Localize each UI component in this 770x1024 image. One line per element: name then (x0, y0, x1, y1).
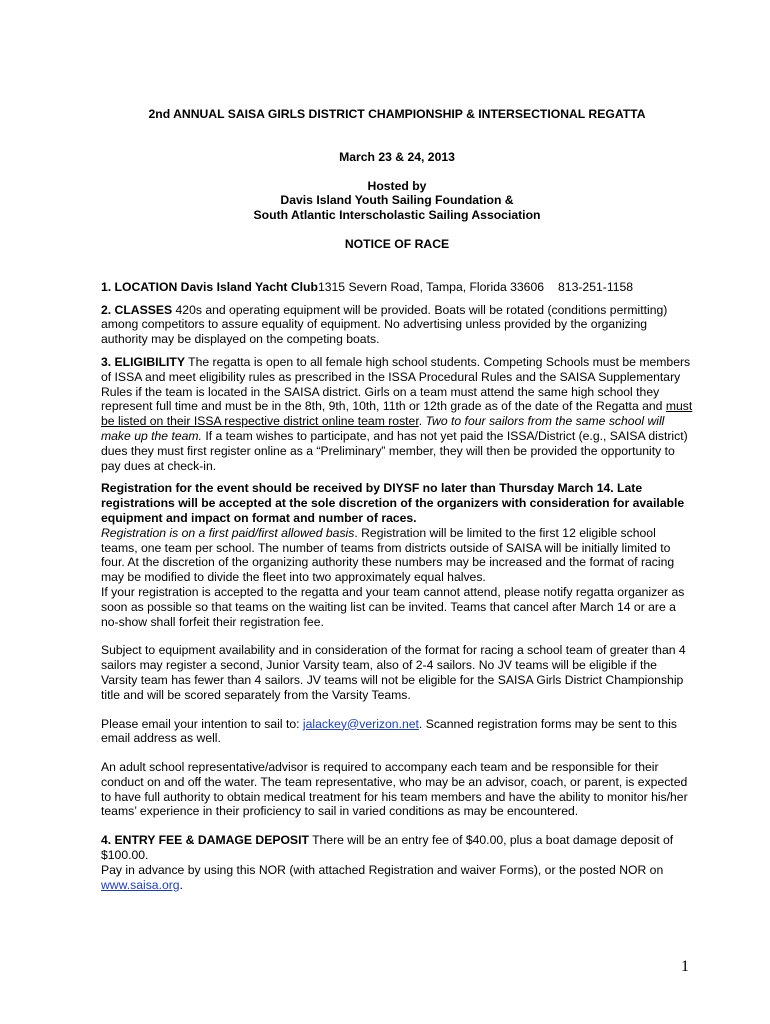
registration-limits-text: . Registration will be limited to the first 12 eligible school teams, one team per school. The number of teams from districts outside of SAISA will be initially limited to four. At the discretion of the organizing authority these numbers may be increased and the format of racing may be modified to divide the fleet into two approximately equal halves. (101, 525, 675, 585)
eligibility-text-3: If a team wishes to participate, and has not yet paid the ISSA/District (e.g., SAISA district) dues they must first register online as a “Preliminary” member, they will then be provided the opportunity to pay dues at check-in. (101, 428, 688, 473)
email-text-1: Please email your intention to sail to: (101, 716, 303, 731)
classes-section (101, 303, 693, 347)
location-heading: 1. LOCATION Davis Island Yacht Club (101, 279, 318, 294)
location-phone: 813-251-1158 (558, 279, 634, 294)
location-address: 1315 Severn Road, Tampa, Florida 33606 (317, 279, 545, 294)
entry-fee-section (101, 833, 693, 863)
host-organization-1: Davis Island Youth Sailing Foundation & (280, 193, 514, 208)
notice-of-race-heading: NOTICE OF RACE (344, 236, 450, 251)
eligibility-text-1: The regatta is open to all female high school students. Competing Schools must be members of ISSA and meet eligibility rules as prescribed in the ISSA Procedural Rules and the SAISA Supplementary Rules if the team is located in the SAISA district. Girls on a team must attend the same high school they represent full time and must be in the 8th, 9th, 10th, 11th or 12th grade as of the date of the Regatta and (101, 354, 691, 414)
payment-text-end: . (179, 877, 183, 892)
saisa-website-link[interactable]: www.saisa.org (101, 877, 180, 892)
payment-text: Pay in advance by using this NOR (with attached Registration and waiver Forms), or the posted NOR on (101, 862, 664, 877)
hosted-by-label: Hosted by (367, 178, 427, 193)
entry-fee-heading: 4. ENTRY FEE & DAMAGE DEPOSIT (101, 833, 309, 848)
entry-fee-text: There will be an entry fee of $40.00, plus a boat damage deposit of $100.00. (101, 833, 674, 863)
page-number: 1 (681, 958, 689, 975)
email-text-2: . Scanned registration forms may be sent to this email address as well. (101, 716, 678, 746)
eligibility-section (101, 355, 693, 473)
location-section (101, 280, 693, 295)
email-section (101, 717, 693, 747)
host-organization-2: South Atlantic Interscholastic Sailing Association (253, 208, 541, 223)
registration-basis: Registration is on a first paid/first allowed basis (101, 525, 355, 540)
event-dates: March 23 & 24, 2013 (339, 149, 455, 164)
eligibility-heading: 3. ELIGIBILITY (101, 354, 185, 369)
eligibility-text-2: . (418, 414, 426, 429)
document-title: 2nd ANNUAL SAISA GIRLS DISTRICT CHAMPIONSHIP & INTERSECTIONAL REGATTA (148, 107, 646, 121)
eligibility-roster-requirement: must be listed on their ISSA respective district online team roster (101, 399, 693, 429)
registration-cancellation: If your registration is accepted to the regatta and your team cannot attend, please notify regatta organizer as soon as possible so that teams on the waiting list can be invited. Teams that cancel after March 14 or are a no-show shall forfeit their registration fee. (101, 584, 685, 629)
classes-heading: 2. CLASSES (101, 302, 173, 317)
junior-varsity-section: Subject to equipment availability and in consideration of the format for racing a school team of greater than 4 sailors may register a second, Junior Varsity team, also of 2-4 sailors. No JV teams will be eligible if the Varsity team has fewer than 4 sailors. JV teams will not be eligible for the SAISA Girls District Championship title and will be scored separately from the Varsity Teams. (101, 643, 686, 702)
email-link[interactable]: jalackey@verizon.net (302, 716, 419, 731)
eligibility-team-size: Two to four sailors from the same school will make up the team. (101, 414, 665, 443)
notice-of-race-body (101, 107, 693, 892)
registration-limits (101, 526, 693, 585)
registration-deadline: Registration for the event should be received by DIYSF no later than Thursday March 14. Late registrations will be accepted at the sole discretion of the organizers with consideration for available equipment and impact on format and number of races. (101, 481, 685, 525)
adult-representative-section: An adult school representative/advisor is required to accompany each team and be responsible for their conduct on and off the water. The team representative, who may be an advisor, coach, or parent, is expected to have full authority to obtain medical treatment for his team members and have the ability to monitor his/her teams’ experience in their proficiency to sail in varied conditions as may be encountered. (101, 760, 688, 819)
classes-text: 420s and operating equipment will be provided. Boats will be rotated (conditions permitting) among competitors to assure equality of equipment. No advertising unless provided by the organizing authority may be displayed on the competing boats. (101, 302, 668, 347)
payment-instructions (101, 863, 693, 893)
